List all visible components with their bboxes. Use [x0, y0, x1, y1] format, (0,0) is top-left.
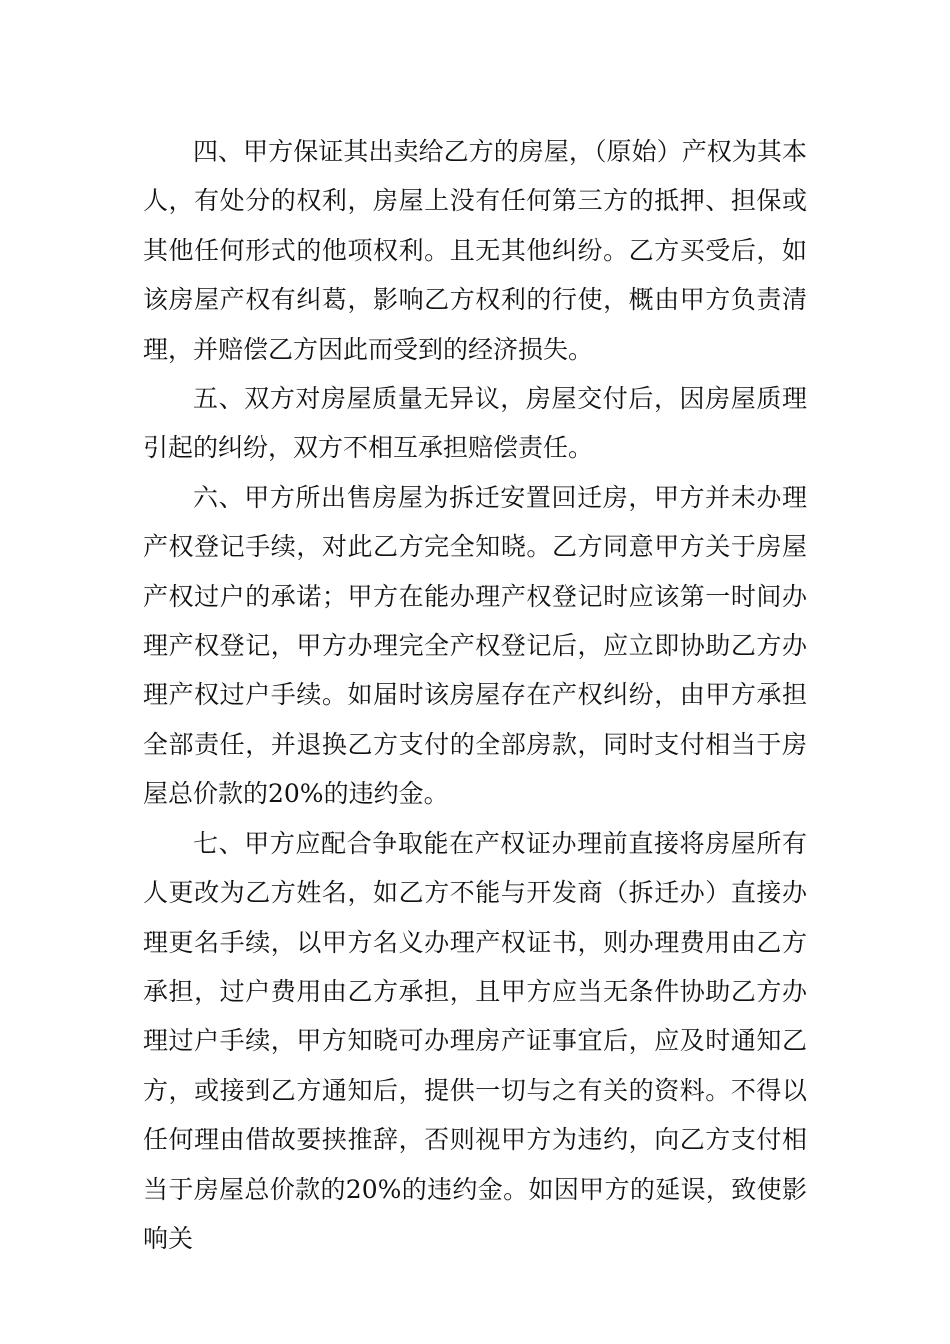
clause-six-paragraph: 六、甲方所出售房屋为拆迁安置回迁房，甲方并未办理产权登记手续，对此乙方完全知晓。乙方同意甲方关于房屋产权过户的承诺；甲方在能办理产权登记时应该第一时间办理产权登记，甲方办理完全产权登记后，应立即协助乙方办理产权过户手续。如届时该房屋存在产权纠纷，由甲方承担全部责任，并退换乙方支付的全部房款，同时支付相当于房屋总价款的20%的违约金。	[143, 482, 807, 809]
document-body	[143, 127, 807, 1263]
clause-four-paragraph: 四、甲方保证其出卖给乙方的房屋，（原始）产权为其本人，有处分的权利，房屋上没有任何第三方的抵押、担保或其他任何形式的他项权利。且无其他纠纷。乙方买受后，如该房屋产权有纠葛，影响乙方权利的行使，概由甲方负责清理，并赔偿乙方因此而受到的经济损失。	[143, 137, 807, 364]
clause-five-paragraph: 五、双方对房屋质量无异议，房屋交付后，因房屋质理引起的纠纷，双方不相互承担赔偿责任。	[143, 384, 807, 463]
clause-seven-paragraph: 七、甲方应配合争取能在产权证办理前直接将房屋所有人更改为乙方姓名，如乙方不能与开发商（拆迁办）直接办理更名手续，以甲方名义办理产权证书，则办理费用由乙方承担，过户费用由乙方承担，且甲方应当无条件协助乙方办理过户手续，甲方知晓可办理房产证事宜后，应及时通知乙方，或接到乙方通知后，提供一切与之有关的资料。不得以任何理由借故要挟推辞，否则视甲方为违约，向乙方支付相当于房屋总价款的20%的违约金。如因甲方的延误，致使影响关	[143, 828, 807, 1253]
